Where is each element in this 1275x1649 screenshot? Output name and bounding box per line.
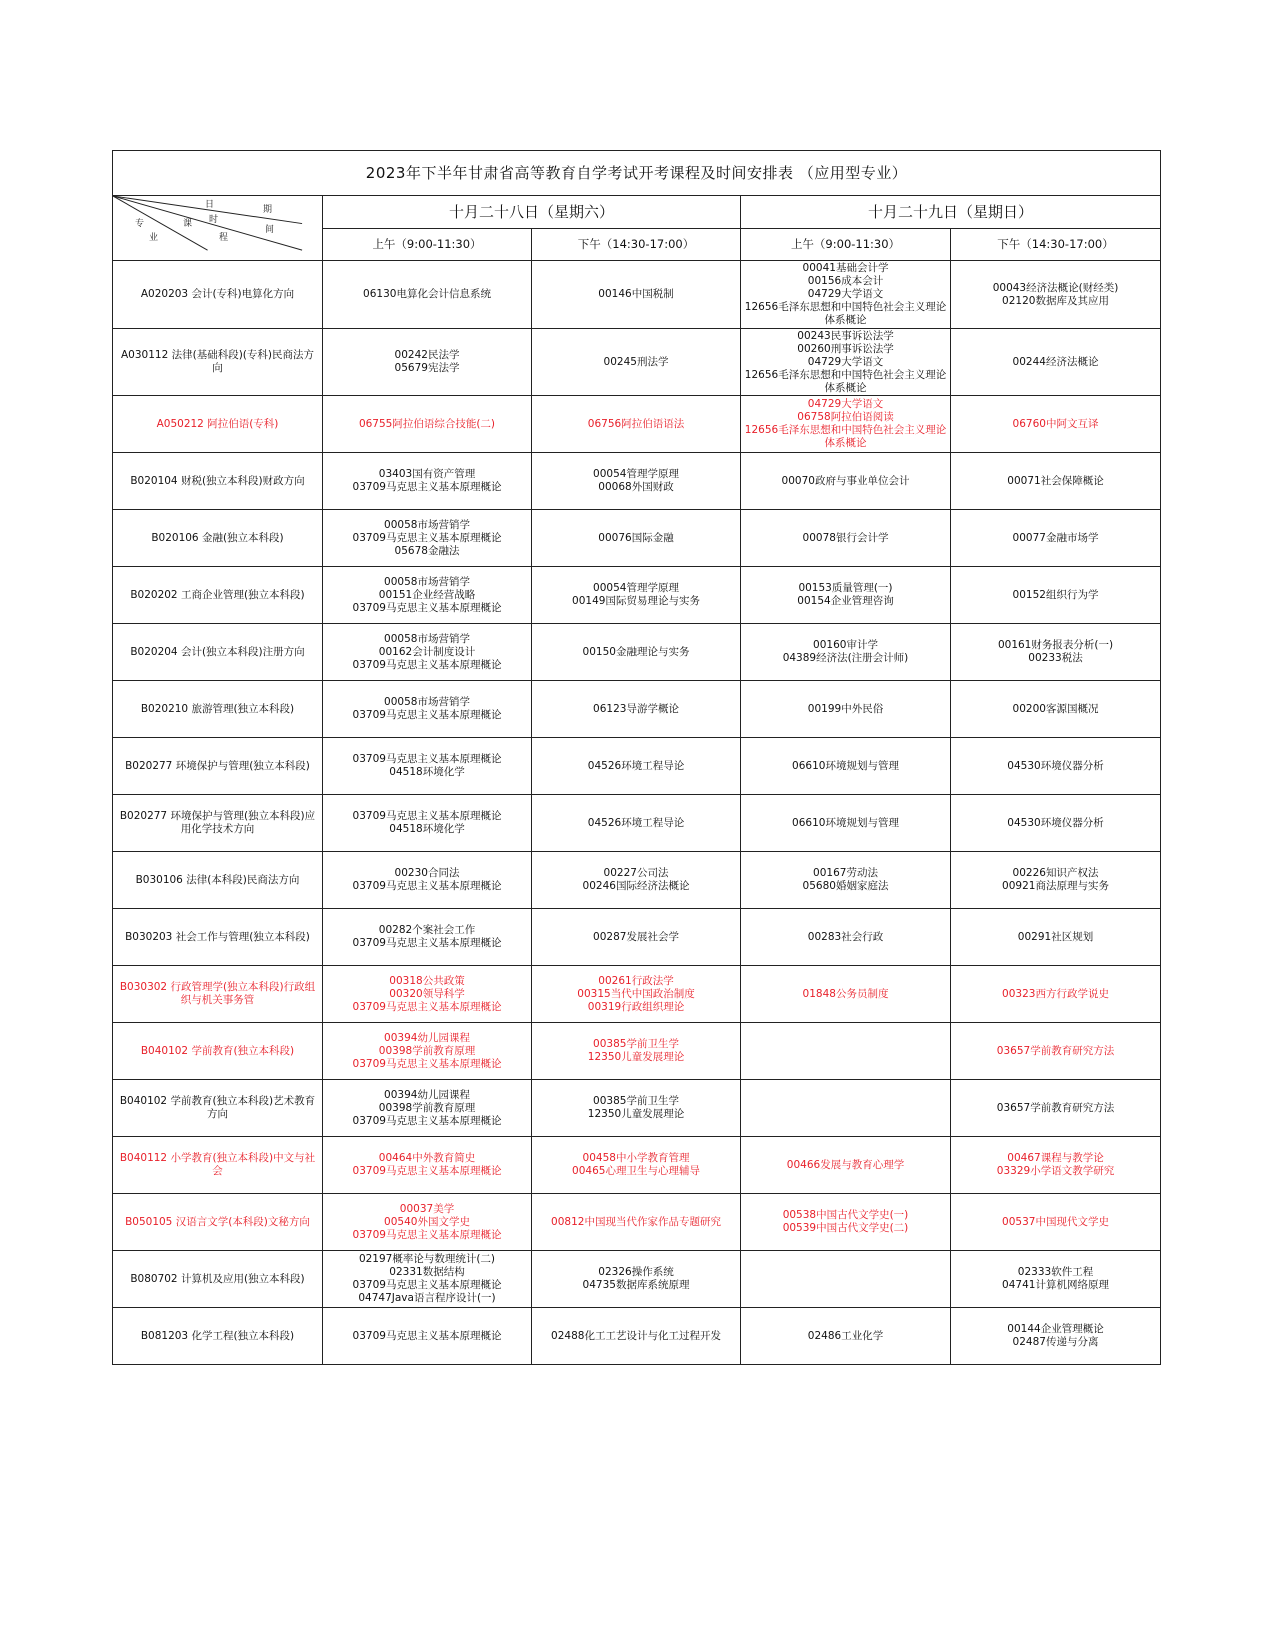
course-line: 06755阿拉伯语综合技能(二) (358, 417, 496, 430)
course-line: 00244经济法概论 (1012, 355, 1099, 368)
course-line: 06123导游学概论 (593, 702, 679, 715)
major-cell: B020204 会计(独立本科段)注册方向 (113, 624, 323, 681)
course-cell (741, 396, 951, 453)
course-cell (951, 1194, 1161, 1251)
major-cell: B050105 汉语言文学(本科段)文秘方向 (113, 1194, 323, 1251)
course-cell (951, 1251, 1161, 1308)
course-line: 00070政府与事业单位会计 (781, 474, 910, 487)
course-cell (741, 261, 951, 329)
course-cell (951, 453, 1161, 510)
course-line: 00812中国现当代作家作品专题研究 (551, 1215, 721, 1228)
course-cell (951, 1023, 1161, 1080)
course-line: 00246国际经济法概论 (582, 880, 690, 892)
course-cell (532, 453, 741, 510)
course-cell (323, 329, 532, 396)
table-row (113, 396, 1161, 453)
major-cell: B020277 环境保护与管理(独立本科段)应用化学技术方向 (113, 795, 323, 852)
course-line: 00261行政法学 (598, 974, 674, 987)
course-cell (741, 909, 951, 966)
session-header: 下午（14:30-17:00） (951, 229, 1161, 261)
table-row (113, 510, 1161, 567)
course-line: 04729大学语文 (807, 398, 884, 410)
course-line: 00058市场营销学 (384, 575, 470, 588)
course-line: 00043经济法概论(财经类) (992, 281, 1119, 294)
course-cell (951, 738, 1161, 795)
course-line: 04518环境化学 (389, 766, 465, 778)
table-row (113, 1251, 1161, 1308)
course-line: 00058市场营销学 (384, 696, 470, 708)
course-line: 00245刑法学 (603, 355, 669, 368)
table-row (113, 909, 1161, 966)
course-cell (532, 261, 741, 329)
course-line: 03709马克思主义基本原理概论 (352, 1114, 502, 1127)
course-line: 体系概论 (824, 381, 867, 394)
course-cell (323, 453, 532, 510)
course-cell (532, 1080, 741, 1137)
course-cell (532, 396, 741, 453)
course-cell (951, 624, 1161, 681)
course-line: 00144企业管理概论 (1007, 1323, 1104, 1335)
major-cell: B080702 计算机及应用(独立本科段) (113, 1251, 323, 1308)
course-cell (741, 510, 951, 567)
table-row (113, 1137, 1161, 1194)
major-cell: B020210 旅游管理(独立本科段) (113, 681, 323, 738)
major-cell: B030106 法律(本科段)民商法方向 (113, 852, 323, 909)
course-cell (323, 567, 532, 624)
course-line: 03709马克思主义基本原理概论 (352, 1057, 502, 1070)
table-row (113, 329, 1161, 396)
table-row (113, 453, 1161, 510)
course-cell (532, 1023, 741, 1080)
course-line: 00054管理学原理 (593, 468, 679, 480)
course-line: 00200客源国概况 (1012, 702, 1099, 715)
course-cell (741, 795, 951, 852)
course-line: 04526环境工程导论 (587, 816, 685, 829)
course-cell (951, 1308, 1161, 1365)
course-line: 体系概论 (824, 437, 867, 449)
corner-label-between: 间 (265, 225, 275, 235)
course-cell (741, 1194, 951, 1251)
course-line: 00398学前教育原理 (378, 1101, 476, 1114)
course-line: 02488化工工艺设计与化工过程开发 (551, 1329, 721, 1342)
table-row (113, 1194, 1161, 1251)
course-cell (532, 1308, 741, 1365)
course-line: 00394幼儿园课程 (384, 1088, 470, 1101)
table-row (113, 738, 1161, 795)
course-line: 04741计算机网络原理 (1002, 1279, 1109, 1291)
corner-label-time: 时 (209, 215, 219, 225)
course-cell (951, 510, 1161, 567)
course-cell (741, 1023, 951, 1080)
course-cell (532, 624, 741, 681)
course-cell (323, 681, 532, 738)
course-line: 06760中阿文互译 (1012, 417, 1099, 430)
course-cell (323, 1194, 532, 1251)
course-line: 体系概论 (824, 314, 867, 326)
course-line: 00199中外民俗 (807, 702, 884, 715)
course-cell (532, 329, 741, 396)
course-line: 03709马克思主义基本原理概论 (352, 1329, 502, 1342)
session-header: 上午（9:00-11:30） (323, 229, 532, 261)
table-title: 2023年下半年甘肃省高等教育自学考试开考课程及时间安排表 （应用型专业） (113, 151, 1161, 196)
corner-label-major2: 业 (149, 233, 159, 243)
course-cell (951, 329, 1161, 396)
course-line: 00323西方行政学说史 (1002, 987, 1109, 1000)
course-line: 00230合同法 (394, 867, 460, 879)
course-line: 02197概率论与数理统计(二) (358, 1253, 496, 1265)
table-row (113, 852, 1161, 909)
course-line: 06610环境规划与管理 (792, 759, 899, 772)
course-line: 03709马克思主义基本原理概论 (352, 1228, 502, 1241)
course-line: 04729大学语文 (807, 288, 884, 300)
course-cell (323, 852, 532, 909)
course-line: 00394幼儿园课程 (384, 1031, 470, 1044)
course-line: 00260刑事诉讼法学 (797, 342, 894, 355)
course-line: 00467课程与教学论 (1007, 1152, 1104, 1164)
major-cell: B081203 化学工程(独立本科段) (113, 1308, 323, 1365)
course-cell (323, 1080, 532, 1137)
course-line: 00540外国文学史 (384, 1215, 470, 1228)
course-cell (532, 1251, 741, 1308)
course-line: 00146中国税制 (598, 288, 674, 300)
course-line: 00068外国财政 (598, 481, 674, 493)
course-line: 00167劳动法 (813, 867, 878, 879)
table-row (113, 1023, 1161, 1080)
course-cell (951, 1137, 1161, 1194)
course-cell (741, 852, 951, 909)
course-line: 03709马克思主义基本原理概论 (352, 937, 502, 949)
course-line: 00320领导科学 (389, 987, 465, 1000)
course-cell (532, 909, 741, 966)
corner-label-course: 课 (183, 219, 193, 229)
day-header-sat: 十月二十八日（星期六） (323, 196, 741, 229)
course-line: 03709马克思主义基本原理概论 (352, 1165, 502, 1177)
course-cell (951, 966, 1161, 1023)
course-line: 00226知识产权法 (1012, 867, 1099, 879)
course-line: 00466发展与教育心理学 (786, 1158, 905, 1171)
course-line: 00398学前教育原理 (378, 1044, 476, 1057)
table-row (113, 795, 1161, 852)
course-cell (532, 681, 741, 738)
course-line: 05680婚姻家庭法 (802, 880, 889, 892)
course-line: 00058市场营销学 (384, 632, 470, 645)
course-cell (951, 852, 1161, 909)
course-line: 04729大学语文 (807, 355, 884, 368)
course-line: 00233税法 (1028, 652, 1083, 664)
course-cell (741, 1137, 951, 1194)
course-cell (532, 738, 741, 795)
course-line: 02120数据库及其应用 (1002, 294, 1109, 307)
course-line: 00154企业管理咨询 (797, 595, 894, 607)
course-line: 00078银行会计学 (802, 531, 889, 544)
course-cell (741, 966, 951, 1023)
course-line: 02331数据结构 (389, 1266, 465, 1278)
course-line: 00149国际贸易理论与实务 (572, 595, 700, 607)
course-line: 00153质量管理(一) (798, 582, 893, 594)
table-row (113, 1308, 1161, 1365)
course-line: 12656毛泽东思想和中国特色社会主义理论 (744, 368, 947, 381)
major-cell: B020277 环境保护与管理(独立本科段) (113, 738, 323, 795)
course-line: 00465心理卫生与心理辅导 (572, 1165, 700, 1177)
course-cell (951, 909, 1161, 966)
diagonal-lines (113, 196, 322, 260)
course-cell (323, 1023, 532, 1080)
course-line: 00037美学 (399, 1202, 455, 1215)
course-line: 00315当代中国政治制度 (577, 987, 695, 1000)
course-line: 04518环境化学 (389, 823, 465, 835)
major-cell: B030302 行政管理学(独立本科段)行政组织与机关事务管 (113, 966, 323, 1023)
course-line: 03709马克思主义基本原理概论 (352, 753, 502, 765)
major-cell: A030112 法律(基础科段)(专科)民商法方向 (113, 329, 323, 396)
course-line: 00156成本会计 (807, 275, 884, 287)
table-row (113, 966, 1161, 1023)
course-cell (951, 795, 1161, 852)
session-header: 下午（14:30-17:00） (532, 229, 741, 261)
corner-diagonal-header (113, 196, 323, 261)
course-cell (323, 738, 532, 795)
major-cell: B020104 财税(独立本科段)财政方向 (113, 453, 323, 510)
course-line: 00283社会行政 (807, 930, 884, 943)
course-line: 00077金融市场学 (1012, 531, 1099, 544)
course-cell (741, 567, 951, 624)
course-cell (741, 1308, 951, 1365)
course-line: 03709马克思主义基本原理概论 (352, 531, 502, 544)
exam-schedule-table (112, 150, 1161, 1365)
course-line: 00282个案社会工作 (378, 924, 476, 936)
course-line: 00041基础会计学 (802, 262, 889, 274)
course-line: 01848公务员制度 (802, 987, 889, 1000)
major-cell: B040102 学前教育(独立本科段)艺术教育方向 (113, 1080, 323, 1137)
course-cell (532, 567, 741, 624)
major-cell: B030203 社会工作与管理(独立本科段) (113, 909, 323, 966)
course-cell (741, 624, 951, 681)
course-cell (532, 1194, 741, 1251)
course-line: 03709马克思主义基本原理概论 (352, 481, 502, 493)
major-cell: B020202 工商企业管理(独立本科段) (113, 567, 323, 624)
course-cell (951, 396, 1161, 453)
course-cell (951, 567, 1161, 624)
major-cell: B040112 小学教育(独立本科段)中文与社会 (113, 1137, 323, 1194)
course-line: 03403国有资产管理 (378, 468, 476, 480)
corner-label-major: 专 (135, 219, 145, 229)
course-line: 03709马克思主义基本原理概论 (352, 880, 502, 892)
course-line: 02326操作系统 (598, 1266, 674, 1278)
course-line: 00076国际金融 (598, 531, 674, 544)
course-line: 00464中外教育简史 (378, 1152, 476, 1164)
course-cell (323, 795, 532, 852)
table-row (113, 261, 1161, 329)
session-header: 上午（9:00-11:30） (741, 229, 951, 261)
course-line: 00150金融理论与实务 (582, 645, 690, 658)
course-cell (323, 396, 532, 453)
course-line: 00291社区规划 (1017, 930, 1094, 943)
course-cell (532, 510, 741, 567)
course-line: 06758阿拉伯语阅读 (797, 411, 894, 423)
course-cell (532, 966, 741, 1023)
course-line: 00385学前卫生学 (593, 1038, 679, 1050)
course-line: 00071社会保障概论 (1007, 474, 1104, 487)
course-line: 03709马克思主义基本原理概论 (352, 1000, 502, 1013)
course-line: 00537中国现代文学史 (1002, 1215, 1109, 1228)
course-line: 00458中小学教育管理 (582, 1152, 690, 1164)
table-row (113, 624, 1161, 681)
major-cell: B020106 金融(独立本科段) (113, 510, 323, 567)
major-cell: B040102 学前教育(独立本科段) (113, 1023, 323, 1080)
course-cell (741, 738, 951, 795)
course-cell (323, 624, 532, 681)
course-line: 00319行政组织理论 (587, 1000, 685, 1013)
course-line: 02486工业化学 (807, 1329, 884, 1342)
course-cell (951, 681, 1161, 738)
course-line: 04747Java语言程序设计(一) (358, 1292, 496, 1304)
course-line: 12656毛泽东思想和中国特色社会主义理论 (744, 301, 947, 313)
course-cell (951, 261, 1161, 329)
course-line: 03709马克思主义基本原理概论 (352, 1279, 502, 1291)
course-line: 00242民法学 (394, 349, 460, 361)
course-cell (323, 909, 532, 966)
course-cell (532, 852, 741, 909)
course-line: 00538中国古代文学史(一) (782, 1209, 909, 1221)
course-line: 04389经济法(注册会计师) (782, 652, 909, 664)
course-line: 12350儿童发展理论 (587, 1051, 685, 1063)
course-line: 00287发展社会学 (593, 930, 679, 943)
table-row (113, 567, 1161, 624)
course-line: 00161财务报表分析(一) (997, 639, 1114, 651)
course-line: 00921商法原理与实务 (1002, 880, 1109, 892)
course-line: 03657学前教育研究方法 (996, 1044, 1115, 1057)
course-line: 04530环境仪器分析 (1007, 759, 1104, 772)
course-cell (323, 1308, 532, 1365)
course-line: 00151企业经营战略 (378, 588, 476, 601)
course-cell (532, 795, 741, 852)
course-line: 00160审计学 (813, 639, 878, 651)
course-line: 04530环境仪器分析 (1007, 816, 1104, 829)
course-line: 03709马克思主义基本原理概论 (352, 601, 502, 614)
corner-label-period: 期 (263, 205, 273, 215)
course-line: 06610环境规划与管理 (792, 816, 899, 829)
course-line: 00058市场营销学 (384, 518, 470, 531)
course-cell (741, 1080, 951, 1137)
course-line: 12350儿童发展理论 (587, 1108, 685, 1120)
course-line: 02487传递与分离 (1012, 1336, 1099, 1348)
major-cell: A050212 阿拉伯语(专科) (113, 396, 323, 453)
course-cell (741, 329, 951, 396)
course-line: 03709马克思主义基本原理概论 (352, 709, 502, 721)
course-line: 00385学前卫生学 (593, 1095, 679, 1107)
corner-label-day: 日 (205, 200, 215, 210)
course-cell (741, 1251, 951, 1308)
corner-label-program: 程 (219, 233, 229, 243)
major-cell: A020203 会计(专科)电算化方向 (113, 261, 323, 329)
course-line: 05679宪法学 (394, 362, 460, 374)
course-line: 04526环境工程导论 (587, 759, 685, 772)
course-line: 03657学前教育研究方法 (996, 1101, 1115, 1114)
course-cell (323, 966, 532, 1023)
day-header-sun: 十月二十九日（星期日） (741, 196, 1161, 229)
course-line: 00054管理学原理 (593, 582, 679, 594)
course-line: 00227公司法 (603, 867, 669, 879)
course-cell (532, 1137, 741, 1194)
course-line: 05678金融法 (394, 544, 460, 557)
course-line: 03329小学语文教学研究 (996, 1165, 1115, 1177)
course-cell (323, 510, 532, 567)
course-line: 00243民事诉讼法学 (797, 329, 894, 342)
course-cell (951, 1080, 1161, 1137)
course-line: 00318公共政策 (389, 974, 465, 987)
course-line: 06756阿拉伯语语法 (587, 417, 685, 430)
course-line: 00162会计制度设计 (378, 645, 476, 658)
course-cell (323, 1137, 532, 1194)
course-line: 02333软件工程 (1017, 1266, 1094, 1278)
course-line: 04735数据库系统原理 (582, 1279, 690, 1291)
course-line: 03709马克思主义基本原理概论 (352, 810, 502, 822)
course-line: 00539中国古代文学史(二) (782, 1222, 909, 1234)
course-cell (741, 453, 951, 510)
course-cell (323, 1251, 532, 1308)
course-line: 03709马克思主义基本原理概论 (352, 658, 502, 671)
table-row (113, 681, 1161, 738)
course-cell (323, 261, 532, 329)
course-line: 12656毛泽东思想和中国特色社会主义理论 (744, 424, 947, 436)
course-line: 00152组织行为学 (1012, 588, 1099, 601)
table-row (113, 1080, 1161, 1137)
course-cell (741, 681, 951, 738)
course-line: 06130电算化会计信息系统 (363, 288, 491, 300)
